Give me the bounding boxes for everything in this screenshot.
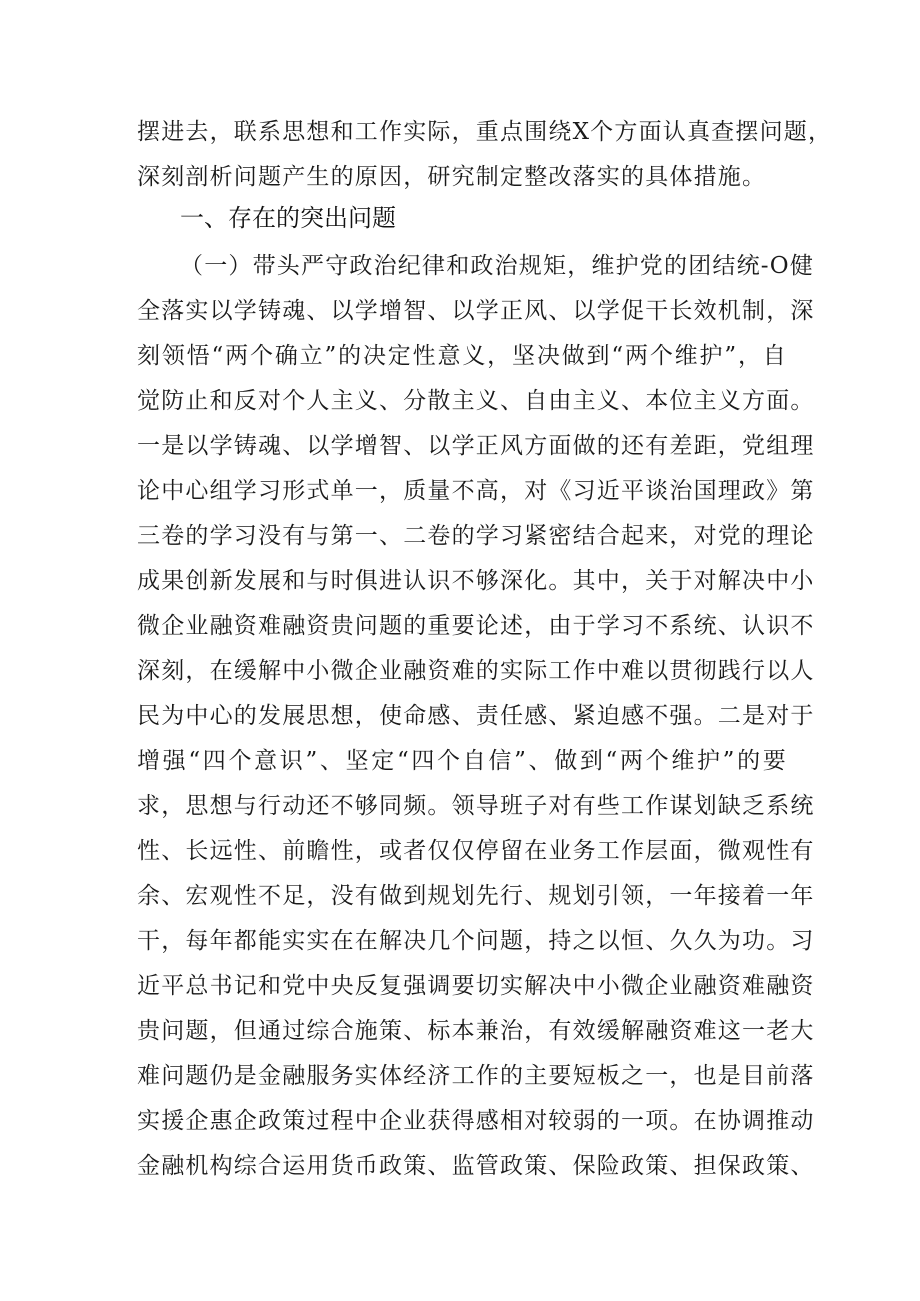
body-line: 论中心组学习形式单一，质量不高，对《习近平谈治国理政》第: [137, 478, 815, 504]
body-line: 干，每年都能实实在在解决几个问题，持之以恒、久久为功。习: [137, 928, 815, 954]
body-line: （一）带头严守政治纪律和政治规矩，维护党的团结统-O健: [180, 253, 815, 279]
body-line: 性、长远性、前瞻性，或者仅仅停留在业务工作层面，微观性有: [137, 838, 815, 864]
body-line: 贵问题，但通过综合施策、标本兼治，有效缓解融资难这一老大: [137, 1018, 815, 1044]
body-line: 难问题仍是金融服务实体经济工作的主要短板之一，也是目前落: [137, 1063, 815, 1089]
body-line: 觉防止和反对个人主义、分散主义、自由主义、本位主义方面。: [137, 388, 815, 414]
body-line: 一是以学铸魂、以学增智、以学正风方面做的还有差距，党组理: [137, 433, 815, 459]
body-line: 微企业融资难融资贵问题的重要论述，由于学习不系统、认识不: [137, 613, 815, 639]
body-line: 深刻，在缓解中小微企业融资难的实际工作中难以贯彻践行以人: [137, 658, 815, 684]
body-line: 成果创新发展和与时俱进认识不够深化。其中，关于对解决中小: [137, 568, 815, 594]
intro-line-1: 摆进去，联系思想和工作实际，重点围绕X个方面认真查摆问题，: [137, 119, 833, 145]
body-line: 求，思想与行动还不够同频。领导班子对有些工作谋划缺乏系统: [137, 793, 815, 819]
body-line: 三卷的学习没有与第一、二卷的学习紧密结合起来，对党的理论: [137, 523, 815, 549]
intro-line-2: 深刻剖析问题产生的原因，研究制定整改落实的具体措施。: [137, 164, 767, 190]
body-line: 近平总书记和党中央反复强调要切实解决中小微企业融资难融资: [137, 973, 815, 999]
body-line: 实援企惠企政策过程中企业获得感相对较弱的一项。在协调推动: [137, 1108, 815, 1134]
body-line: 全落实以学铸魂、以学增智、以学正风、以学促干长效机制，深: [137, 298, 815, 324]
section-heading: 一、存在的突出问题: [180, 204, 396, 232]
body-line: 刻领悟“两个确立”的决定性意义，坚决做到“两个维护”，自: [137, 343, 787, 369]
body-line: 金融机构综合运用货币政策、监管政策、保险政策、担保政策、: [137, 1153, 815, 1179]
body-line: 余、宏观性不足，没有做到规划先行、规划引领，一年接着一年: [137, 883, 815, 909]
body-line: 民为中心的发展思想，使命感、责任感、紧迫感不强。二是对于: [137, 703, 815, 729]
body-line: 增强“四个意识”、坚定“四个自信”、做到“两个维护”的要: [137, 748, 787, 774]
